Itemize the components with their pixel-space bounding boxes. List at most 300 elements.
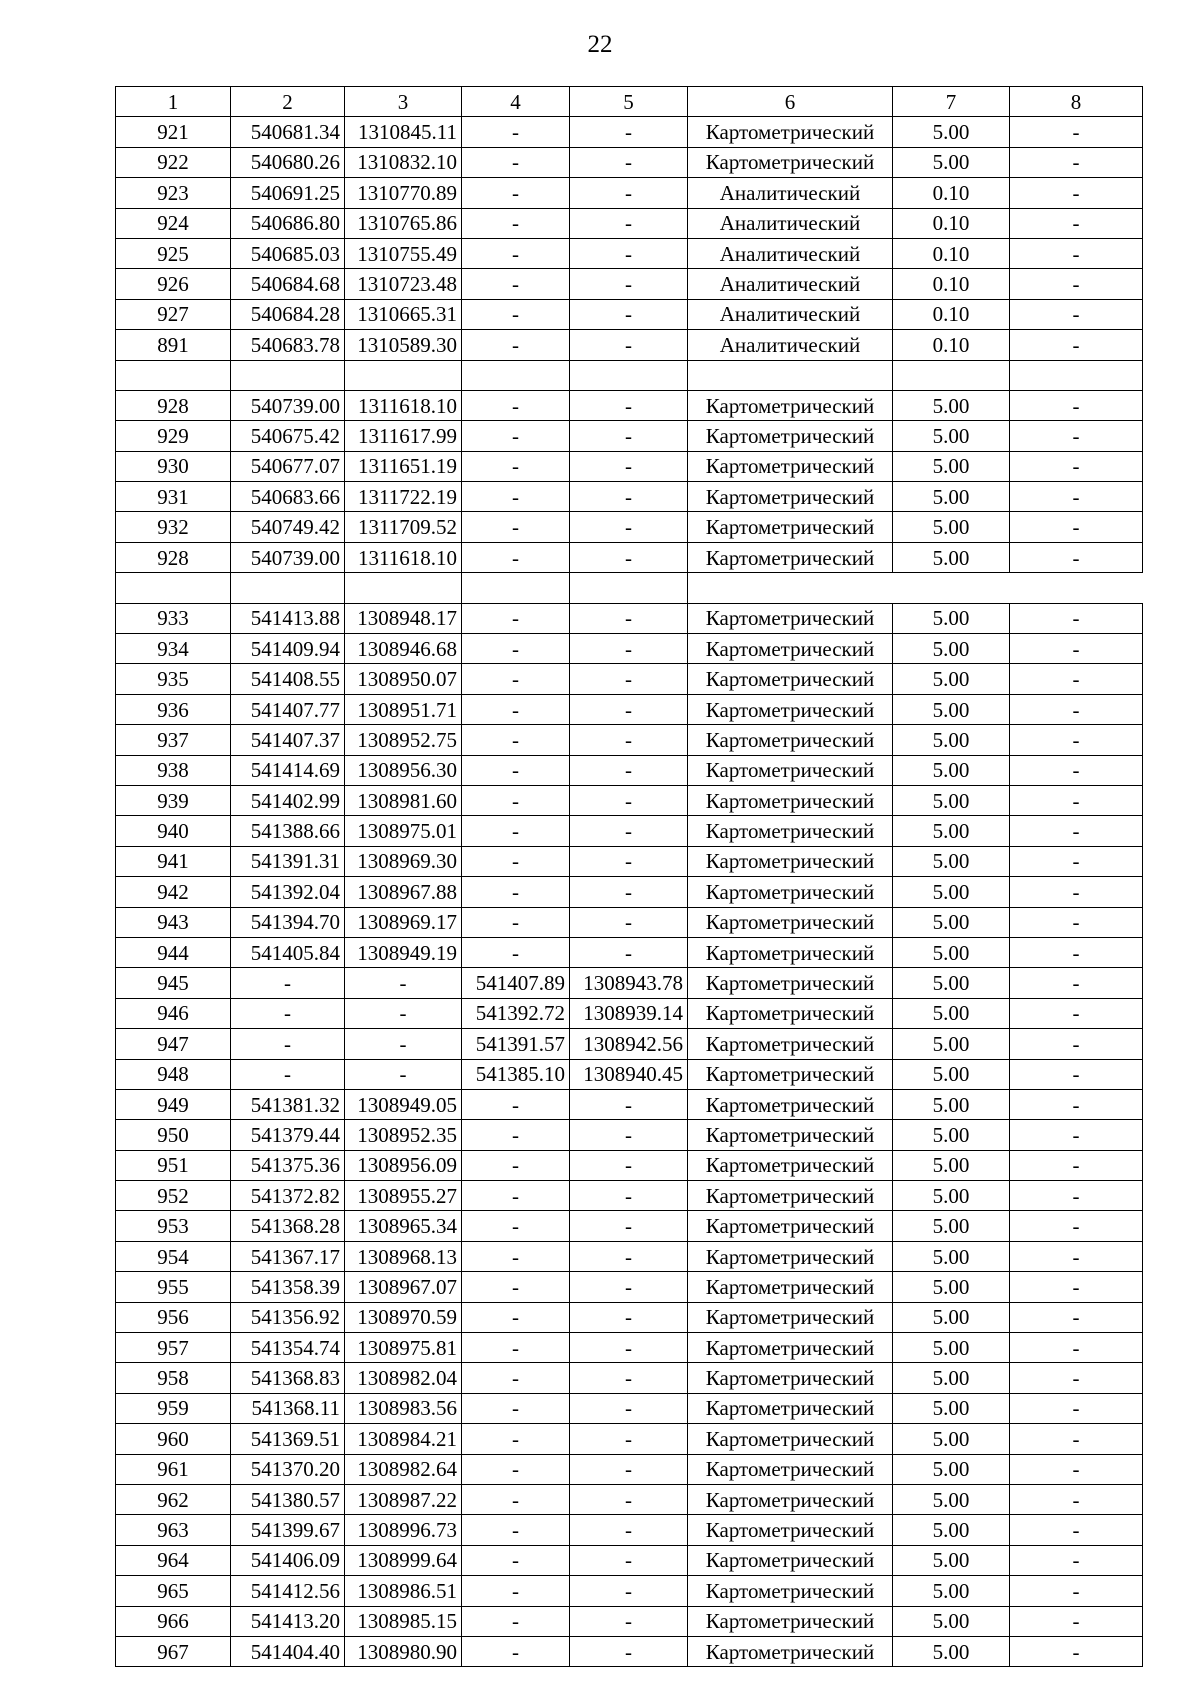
method-cell: Картометрический [688, 117, 893, 147]
y-coordinate-alt-cell: - [570, 1333, 688, 1363]
method-cell: Картометрический [688, 451, 893, 481]
x-coordinate-alt-cell: 541385.10 [462, 1059, 570, 1089]
accuracy-cell: 5.00 [893, 694, 1010, 724]
empty-cell [688, 360, 893, 390]
point-number-cell: 952 [116, 1181, 231, 1211]
point-number-cell: 935 [116, 664, 231, 694]
x-coordinate-cell: 541414.69 [231, 755, 345, 785]
method-cell: Аналитический [688, 299, 893, 329]
table-row [116, 968, 1143, 998]
x-coordinate-cell: 540680.26 [231, 147, 345, 177]
method-cell: Картометрический [688, 937, 893, 967]
y-coordinate-alt-cell: - [570, 877, 688, 907]
y-coordinate-cell: 1310845.11 [345, 117, 462, 147]
y-coordinate-cell: 1308981.60 [345, 785, 462, 815]
method-cell: Картометрический [688, 877, 893, 907]
method-cell: Картометрический [688, 1089, 893, 1119]
method-cell: Картометрический [688, 1484, 893, 1514]
table-row [116, 1272, 1143, 1302]
accuracy-cell: 0.10 [893, 299, 1010, 329]
method-cell: Аналитический [688, 178, 893, 208]
method-cell: Картометрический [688, 603, 893, 633]
y-coordinate-cell: - [345, 968, 462, 998]
accuracy-cell: 5.00 [893, 1120, 1010, 1150]
accuracy-cell: 5.00 [893, 998, 1010, 1028]
y-coordinate-alt-cell: - [570, 1545, 688, 1575]
description-cell: - [1010, 117, 1143, 147]
x-coordinate-alt-cell: - [462, 512, 570, 542]
description-cell: - [1010, 1241, 1143, 1271]
point-number-cell: 891 [116, 330, 231, 360]
accuracy-cell: 0.10 [893, 208, 1010, 238]
y-coordinate-alt-cell: - [570, 1363, 688, 1393]
y-coordinate-alt-cell: - [570, 1606, 688, 1636]
y-coordinate-alt-cell: - [570, 421, 688, 451]
x-coordinate-cell: 540681.34 [231, 117, 345, 147]
header-row [116, 87, 1143, 117]
x-coordinate-alt-cell: - [462, 1302, 570, 1332]
method-cell: Картометрический [688, 1424, 893, 1454]
x-coordinate-alt-cell: - [462, 603, 570, 633]
x-coordinate-cell: 541354.74 [231, 1333, 345, 1363]
point-number-cell: 928 [116, 542, 231, 572]
x-coordinate-alt-cell: - [462, 1363, 570, 1393]
description-cell: - [1010, 1393, 1143, 1423]
table-row [116, 208, 1143, 238]
x-coordinate-cell: 540739.00 [231, 390, 345, 420]
method-cell: Картометрический [688, 1606, 893, 1636]
table-row [116, 785, 1143, 815]
x-coordinate-alt-cell: 541392.72 [462, 998, 570, 1028]
accuracy-cell: 5.00 [893, 542, 1010, 572]
x-coordinate-cell: 541402.99 [231, 785, 345, 815]
point-number-cell: 948 [116, 1059, 231, 1089]
y-coordinate-cell: 1311618.10 [345, 390, 462, 420]
x-coordinate-cell: - [231, 998, 345, 1028]
description-cell: - [1010, 998, 1143, 1028]
x-coordinate-cell: 541380.57 [231, 1484, 345, 1514]
table-row [116, 907, 1143, 937]
y-coordinate-cell: 1308965.34 [345, 1211, 462, 1241]
y-coordinate-alt-cell: - [570, 1302, 688, 1332]
y-coordinate-alt-cell: - [570, 208, 688, 238]
y-coordinate-cell: 1310765.86 [345, 208, 462, 238]
accuracy-cell: 5.00 [893, 1515, 1010, 1545]
x-coordinate-cell: 540739.00 [231, 542, 345, 572]
x-coordinate-alt-cell: - [462, 1089, 570, 1119]
x-coordinate-alt-cell: - [462, 178, 570, 208]
method-cell: Аналитический [688, 330, 893, 360]
x-coordinate-alt-cell: - [462, 1241, 570, 1271]
x-coordinate-cell: 541394.70 [231, 907, 345, 937]
x-coordinate-cell: 541372.82 [231, 1181, 345, 1211]
point-number-cell: 926 [116, 269, 231, 299]
table-row [116, 1211, 1143, 1241]
description-cell: - [1010, 937, 1143, 967]
column-header: 6 [688, 87, 893, 117]
description-cell: - [1010, 238, 1143, 268]
y-coordinate-alt-cell: - [570, 603, 688, 633]
y-coordinate-cell: 1308996.73 [345, 1515, 462, 1545]
method-cell: Картометрический [688, 1150, 893, 1180]
empty-cell [893, 360, 1010, 390]
table-row [116, 937, 1143, 967]
table-row [116, 1484, 1143, 1514]
description-cell: - [1010, 1424, 1143, 1454]
description-cell: - [1010, 1181, 1143, 1211]
method-cell: Картометрический [688, 664, 893, 694]
point-number-cell: 949 [116, 1089, 231, 1119]
table-row [116, 269, 1143, 299]
accuracy-cell: 5.00 [893, 1211, 1010, 1241]
y-coordinate-cell: 1308983.56 [345, 1393, 462, 1423]
x-coordinate-cell: 541370.20 [231, 1454, 345, 1484]
y-coordinate-cell: 1308969.30 [345, 846, 462, 876]
y-coordinate-alt-cell: - [570, 816, 688, 846]
table-row [116, 694, 1143, 724]
table-row [116, 451, 1143, 481]
y-coordinate-alt-cell: - [570, 846, 688, 876]
point-number-cell: 957 [116, 1333, 231, 1363]
x-coordinate-cell: 541356.92 [231, 1302, 345, 1332]
y-coordinate-alt-cell: - [570, 694, 688, 724]
y-coordinate-cell: 1310723.48 [345, 269, 462, 299]
y-coordinate-cell: 1308982.64 [345, 1454, 462, 1484]
point-number-cell: 927 [116, 299, 231, 329]
y-coordinate-cell: 1308982.04 [345, 1363, 462, 1393]
x-coordinate-cell: 541413.88 [231, 603, 345, 633]
point-number-cell: 944 [116, 937, 231, 967]
y-coordinate-alt-cell: - [570, 1393, 688, 1423]
empty-cell [570, 573, 688, 603]
y-coordinate-cell: 1308949.05 [345, 1089, 462, 1119]
column-header: 5 [570, 87, 688, 117]
empty-cell [116, 360, 231, 390]
description-cell: - [1010, 755, 1143, 785]
accuracy-cell: 5.00 [893, 1241, 1010, 1271]
accuracy-cell: 5.00 [893, 1545, 1010, 1575]
x-coordinate-alt-cell: - [462, 1272, 570, 1302]
y-coordinate-cell: - [345, 1029, 462, 1059]
table-row [116, 603, 1143, 633]
accuracy-cell: 5.00 [893, 1393, 1010, 1423]
empty-cell [462, 573, 570, 603]
x-coordinate-alt-cell: - [462, 1211, 570, 1241]
point-number-cell: 921 [116, 117, 231, 147]
description-cell: - [1010, 1059, 1143, 1089]
accuracy-cell: 5.00 [893, 482, 1010, 512]
y-coordinate-cell: 1308967.07 [345, 1272, 462, 1302]
method-cell: Картометрический [688, 725, 893, 755]
description-cell: - [1010, 1089, 1143, 1119]
x-coordinate-cell: 540685.03 [231, 238, 345, 268]
table-row [116, 421, 1143, 451]
y-coordinate-alt-cell: - [570, 1515, 688, 1545]
point-number-cell: 933 [116, 603, 231, 633]
accuracy-cell: 5.00 [893, 1029, 1010, 1059]
y-coordinate-alt-cell: 1308942.56 [570, 1029, 688, 1059]
x-coordinate-alt-cell: - [462, 1576, 570, 1606]
accuracy-cell: 5.00 [893, 421, 1010, 451]
x-coordinate-cell: 541407.37 [231, 725, 345, 755]
description-cell: - [1010, 451, 1143, 481]
accuracy-cell: 5.00 [893, 1150, 1010, 1180]
method-cell: Картометрический [688, 634, 893, 664]
description-cell: - [1010, 634, 1143, 664]
point-number-cell: 965 [116, 1576, 231, 1606]
x-coordinate-alt-cell: - [462, 816, 570, 846]
table-row [116, 664, 1143, 694]
x-coordinate-alt-cell: - [462, 390, 570, 420]
x-coordinate-alt-cell: - [462, 725, 570, 755]
table-row [116, 1150, 1143, 1180]
point-number-cell: 951 [116, 1150, 231, 1180]
point-number-cell: 937 [116, 725, 231, 755]
y-coordinate-alt-cell: - [570, 755, 688, 785]
x-coordinate-alt-cell: 541391.57 [462, 1029, 570, 1059]
description-cell: - [1010, 664, 1143, 694]
description-cell: - [1010, 1120, 1143, 1150]
y-coordinate-alt-cell: - [570, 117, 688, 147]
empty-cell [345, 360, 462, 390]
point-number-cell: 959 [116, 1393, 231, 1423]
x-coordinate-alt-cell: - [462, 634, 570, 664]
accuracy-cell: 5.00 [893, 907, 1010, 937]
accuracy-cell: 0.10 [893, 238, 1010, 268]
method-cell: Картометрический [688, 421, 893, 451]
accuracy-cell: 5.00 [893, 1181, 1010, 1211]
table-row [116, 1120, 1143, 1150]
y-coordinate-alt-cell: - [570, 1272, 688, 1302]
description-cell: - [1010, 542, 1143, 572]
point-number-cell: 960 [116, 1424, 231, 1454]
point-number-cell: 932 [116, 512, 231, 542]
y-coordinate-alt-cell: - [570, 1636, 688, 1666]
point-number-cell: 961 [116, 1454, 231, 1484]
x-coordinate-alt-cell: - [462, 1181, 570, 1211]
point-number-cell: 943 [116, 907, 231, 937]
method-cell: Картометрический [688, 998, 893, 1028]
point-number-cell: 953 [116, 1211, 231, 1241]
table-row [116, 1241, 1143, 1271]
description-cell: - [1010, 512, 1143, 542]
y-coordinate-alt-cell: - [570, 785, 688, 815]
point-number-cell: 963 [116, 1515, 231, 1545]
description-cell: - [1010, 299, 1143, 329]
method-cell: Картометрический [688, 816, 893, 846]
point-number-cell: 923 [116, 178, 231, 208]
table-row [116, 1545, 1143, 1575]
x-coordinate-cell: 541407.77 [231, 694, 345, 724]
x-coordinate-alt-cell: - [462, 664, 570, 694]
accuracy-cell: 5.00 [893, 147, 1010, 177]
method-cell: Картометрический [688, 694, 893, 724]
x-coordinate-alt-cell: - [462, 1454, 570, 1484]
description-cell: - [1010, 330, 1143, 360]
x-coordinate-alt-cell: - [462, 421, 570, 451]
description-cell: - [1010, 785, 1143, 815]
y-coordinate-alt-cell: - [570, 1454, 688, 1484]
y-coordinate-alt-cell: 1308939.14 [570, 998, 688, 1028]
x-coordinate-alt-cell: - [462, 330, 570, 360]
point-number-cell: 941 [116, 846, 231, 876]
point-number-cell: 950 [116, 1120, 231, 1150]
y-coordinate-alt-cell: - [570, 299, 688, 329]
method-cell: Картометрический [688, 968, 893, 998]
x-coordinate-cell: 541368.83 [231, 1363, 345, 1393]
y-coordinate-cell: 1310770.89 [345, 178, 462, 208]
table-row [116, 1089, 1143, 1119]
x-coordinate-cell: 540749.42 [231, 512, 345, 542]
x-coordinate-cell: 541405.84 [231, 937, 345, 967]
x-coordinate-alt-cell: - [462, 907, 570, 937]
x-coordinate-alt-cell: - [462, 937, 570, 967]
x-coordinate-alt-cell: - [462, 694, 570, 724]
y-coordinate-cell: 1308967.88 [345, 877, 462, 907]
x-coordinate-alt-cell: - [462, 1484, 570, 1514]
description-cell: - [1010, 421, 1143, 451]
table-row [116, 1576, 1143, 1606]
y-coordinate-cell: 1311651.19 [345, 451, 462, 481]
y-coordinate-cell: 1310665.31 [345, 299, 462, 329]
x-coordinate-cell: - [231, 968, 345, 998]
empty-cell [462, 360, 570, 390]
method-cell: Картометрический [688, 846, 893, 876]
table-row [116, 299, 1143, 329]
y-coordinate-cell: 1308949.19 [345, 937, 462, 967]
description-cell: - [1010, 846, 1143, 876]
x-coordinate-alt-cell: - [462, 1333, 570, 1363]
point-number-cell: 938 [116, 755, 231, 785]
table-row [116, 482, 1143, 512]
x-coordinate-cell: 541413.20 [231, 1606, 345, 1636]
y-coordinate-cell: 1311722.19 [345, 482, 462, 512]
x-coordinate-alt-cell: - [462, 785, 570, 815]
x-coordinate-alt-cell: 541407.89 [462, 968, 570, 998]
point-number-cell: 945 [116, 968, 231, 998]
accuracy-cell: 5.00 [893, 1059, 1010, 1089]
method-cell: Картометрический [688, 1576, 893, 1606]
method-cell: Картометрический [688, 1515, 893, 1545]
point-number-cell: 928 [116, 390, 231, 420]
x-coordinate-cell: 541381.32 [231, 1089, 345, 1119]
method-cell: Картометрический [688, 512, 893, 542]
x-coordinate-alt-cell: - [462, 846, 570, 876]
point-number-cell: 940 [116, 816, 231, 846]
table-row [116, 1302, 1143, 1332]
description-cell: - [1010, 147, 1143, 177]
point-number-cell: 967 [116, 1636, 231, 1666]
empty-cell [1010, 573, 1143, 603]
x-coordinate-alt-cell: - [462, 542, 570, 572]
y-coordinate-alt-cell: - [570, 1424, 688, 1454]
y-coordinate-alt-cell: - [570, 634, 688, 664]
accuracy-cell: 5.00 [893, 390, 1010, 420]
y-coordinate-cell: 1311618.10 [345, 542, 462, 572]
y-coordinate-cell: 1308956.30 [345, 755, 462, 785]
y-coordinate-cell: 1308975.01 [345, 816, 462, 846]
accuracy-cell: 5.00 [893, 1272, 1010, 1302]
x-coordinate-cell: 541367.17 [231, 1241, 345, 1271]
column-header: 2 [231, 87, 345, 117]
method-cell: Картометрический [688, 907, 893, 937]
accuracy-cell: 5.00 [893, 451, 1010, 481]
y-coordinate-alt-cell: - [570, 1211, 688, 1241]
table-row [116, 1515, 1143, 1545]
x-coordinate-alt-cell: - [462, 269, 570, 299]
table-row [116, 1181, 1143, 1211]
y-coordinate-alt-cell: - [570, 1241, 688, 1271]
empty-cell [231, 573, 345, 603]
accuracy-cell: 5.00 [893, 1333, 1010, 1363]
description-cell: - [1010, 1211, 1143, 1241]
method-cell: Аналитический [688, 269, 893, 299]
x-coordinate-cell: 541358.39 [231, 1272, 345, 1302]
x-coordinate-cell: 541391.31 [231, 846, 345, 876]
method-cell: Картометрический [688, 1636, 893, 1666]
method-cell: Картометрический [688, 1454, 893, 1484]
x-coordinate-alt-cell: - [462, 117, 570, 147]
column-header: 8 [1010, 87, 1143, 117]
accuracy-cell: 5.00 [893, 1424, 1010, 1454]
y-coordinate-cell: 1308951.71 [345, 694, 462, 724]
x-coordinate-cell: 540683.66 [231, 482, 345, 512]
accuracy-cell: 5.00 [893, 603, 1010, 633]
description-cell: - [1010, 269, 1143, 299]
table-row [116, 1636, 1143, 1666]
column-header: 7 [893, 87, 1010, 117]
x-coordinate-cell: 541368.11 [231, 1393, 345, 1423]
x-coordinate-alt-cell: - [462, 877, 570, 907]
description-cell: - [1010, 968, 1143, 998]
table-row [116, 390, 1143, 420]
accuracy-cell: 5.00 [893, 664, 1010, 694]
description-cell: - [1010, 1454, 1143, 1484]
table-body [116, 117, 1143, 1667]
description-cell: - [1010, 816, 1143, 846]
y-coordinate-cell: - [345, 998, 462, 1028]
y-coordinate-alt-cell: 1308943.78 [570, 968, 688, 998]
x-coordinate-alt-cell: - [462, 299, 570, 329]
method-cell: Картометрический [688, 1059, 893, 1089]
x-coordinate-cell: 541404.40 [231, 1636, 345, 1666]
y-coordinate-cell: 1308985.15 [345, 1606, 462, 1636]
description-cell: - [1010, 1606, 1143, 1636]
description-cell: - [1010, 1484, 1143, 1514]
method-cell: Картометрический [688, 482, 893, 512]
table-row [116, 846, 1143, 876]
method-cell: Аналитический [688, 208, 893, 238]
x-coordinate-cell: 540683.78 [231, 330, 345, 360]
accuracy-cell: 5.00 [893, 968, 1010, 998]
y-coordinate-alt-cell: - [570, 664, 688, 694]
accuracy-cell: 5.00 [893, 846, 1010, 876]
table-row [116, 178, 1143, 208]
x-coordinate-alt-cell: - [462, 482, 570, 512]
point-number-cell: 930 [116, 451, 231, 481]
column-header: 3 [345, 87, 462, 117]
y-coordinate-cell: 1308946.68 [345, 634, 462, 664]
y-coordinate-cell: 1308986.51 [345, 1576, 462, 1606]
accuracy-cell: 0.10 [893, 178, 1010, 208]
y-coordinate-cell: 1308968.13 [345, 1241, 462, 1271]
description-cell: - [1010, 482, 1143, 512]
x-coordinate-cell: 541406.09 [231, 1545, 345, 1575]
description-cell: - [1010, 390, 1143, 420]
description-cell: - [1010, 877, 1143, 907]
x-coordinate-alt-cell: - [462, 1606, 570, 1636]
table-row [116, 1059, 1143, 1089]
